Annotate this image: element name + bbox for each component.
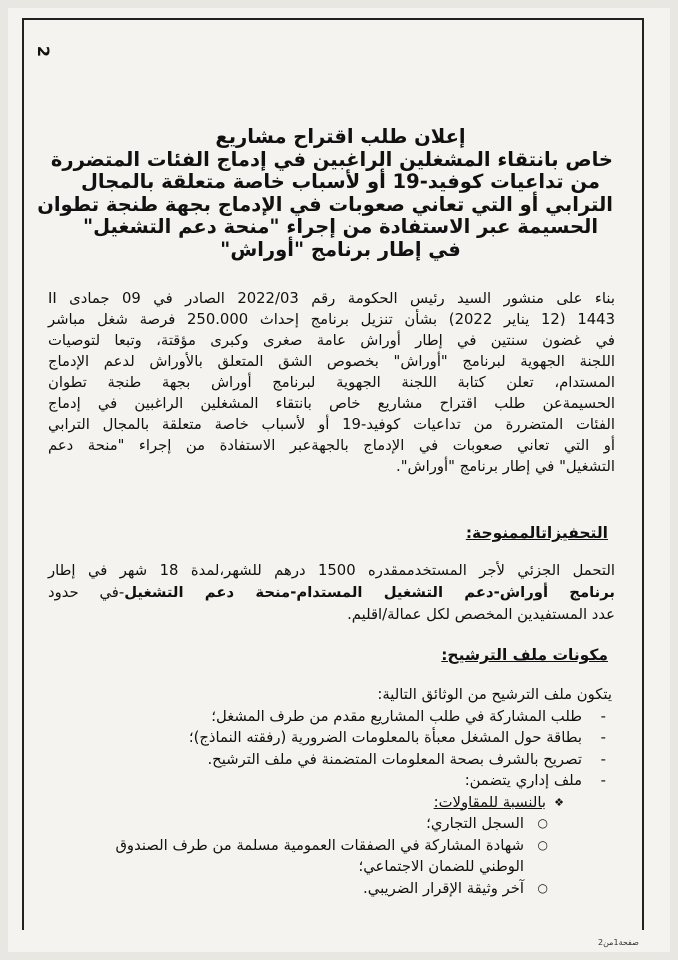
- circle-bullet-icon: ○: [537, 880, 548, 895]
- list-intro: يتكون ملف الترشيح من الوثائق التالية:: [377, 686, 612, 703]
- title-line: من تداعيات كوفيد-19 أو لأسباب خاصة متعلقة بالمجال: [80, 170, 601, 194]
- page-footer: صفحة1من2: [598, 938, 639, 947]
- sub-item-text: شهادة المشاركة في الصفقات العمومية مسلمة من طرف الصندوق: [115, 836, 524, 854]
- intro-line: اللجنة الجهوية لبرنامج "أوراش" بخصوص الشق المتعلق بالأوراش لدعم الإدماج: [48, 353, 615, 370]
- list-item: [115, 706, 612, 728]
- title-line: إعلان طلب اقتراح مشاريع: [215, 125, 466, 148]
- intro-line: الحسيمةعن طلب اقتراح مشاريع خاص بانتقاء المشغلين الراغبين في إدماج: [48, 395, 615, 412]
- dash-bullet: -: [600, 729, 606, 746]
- program-name: برنامج أوراش-دعم التشغيل المستدام-منحة دعم التشغيل: [124, 584, 615, 601]
- list-item: [115, 727, 612, 749]
- sub-list-item: [115, 878, 612, 900]
- incentives-paragraph: [48, 560, 615, 626]
- title-line: الحسيمة عبر الاستفادة من إجراء "منحة دعم التشغيل": [82, 215, 599, 239]
- intro-line: في غضون سنتين في إطار أوراش عامة صغرى وكبرى مؤقتة، وتبعا لتوصيات: [48, 332, 615, 349]
- diamond-bullet-icon: ❖: [554, 795, 564, 809]
- incentives-line-rest: -في حدود: [48, 584, 125, 601]
- application-file-list: [115, 684, 612, 899]
- list-item-text: تصريح بالشرف بصحة المعلومات المتضمنة في ملف الترشيح.: [207, 750, 582, 768]
- intro-line: أو التي تعاني صعوبات في الإدماج بالجهةعبر الاستفادة من إجراء "منحة دعم: [48, 437, 615, 454]
- sub-heading-item: [115, 792, 612, 814]
- circle-bullet-icon: ○: [537, 837, 548, 852]
- list-item-text: طلب المشاركة في طلب المشاريع مقدم من طرف المشغل؛: [211, 707, 582, 725]
- title-line: خاص بانتقاء المشغلين الراغبين في إدماج الفئات المتضررة: [50, 147, 613, 171]
- list-item-text: بطاقة حول المشغل معبأة بالمعلومات الضرورية (رفقته النماذج)؛: [188, 729, 582, 746]
- list-item: [115, 749, 612, 771]
- title-line: في إطار برنامج "أوراش": [220, 237, 461, 261]
- intro-line: 1443 (12 يناير 2022) بشأن تنزيل برنامج إحداث 250.000 فرصة شغل مباشر: [48, 311, 615, 328]
- incentives-line: التحمل الجزئي لأجر المستخدممقدره 1500 درهم للشهر،لمدة 18 شهر في إطار: [48, 562, 615, 579]
- sub-list-item: [115, 813, 612, 835]
- sub-list-item: [115, 835, 612, 857]
- sub-item-text: آخر وثيقة الإقرار الضريبي.: [363, 879, 524, 897]
- dash-bullet: -: [600, 750, 606, 768]
- page-marker: 2: [34, 45, 54, 58]
- intro-line: التشغيل" في إطار برنامج "أوراش".: [396, 458, 615, 475]
- circle-bullet-icon: ○: [537, 816, 548, 830]
- incentives-line: عدد المستفيدين المخصص لكل عمالة/اقليم.: [347, 606, 615, 623]
- sub-heading-text: بالنسبة للمقاولات:: [433, 793, 546, 811]
- list-item-text: ملف إداري يتضمن:: [464, 772, 582, 789]
- sub-item-continuation: الوطني للضمان الاجتماعي؛: [358, 858, 524, 875]
- announcement-title: [37, 125, 613, 262]
- list-item: [115, 770, 612, 792]
- dash-bullet: -: [600, 772, 606, 789]
- document-page: [8, 8, 670, 952]
- incentives-heading: التحفيزاتالممنوحة:: [465, 524, 608, 542]
- intro-line: بناء على منشور السيد رئيس الحكومة رقم 2022/03 الصادر في 09 جمادى II: [48, 290, 615, 307]
- dash-bullet: -: [600, 707, 606, 725]
- intro-line: الفئات المتضررة من تداعيات كوفيد-19 أو لأسباب خاصة متعلقة بالمجال الترابي: [48, 416, 615, 433]
- incentives-line: [48, 582, 615, 604]
- intro-line: المستدام، تعلن كتابة اللجنة الجهوية لبرنامج أوراش بجهة طنجة تطوان: [48, 374, 615, 391]
- title-line: الترابي أو التي تعاني صعوبات في الإدماج بجهة طنجة تطوان: [37, 192, 613, 216]
- intro-paragraph: [48, 288, 615, 477]
- sub-item-text: السجل التجاري؛: [426, 815, 524, 832]
- application-file-heading: مكونات ملف الترشيح:: [441, 646, 608, 664]
